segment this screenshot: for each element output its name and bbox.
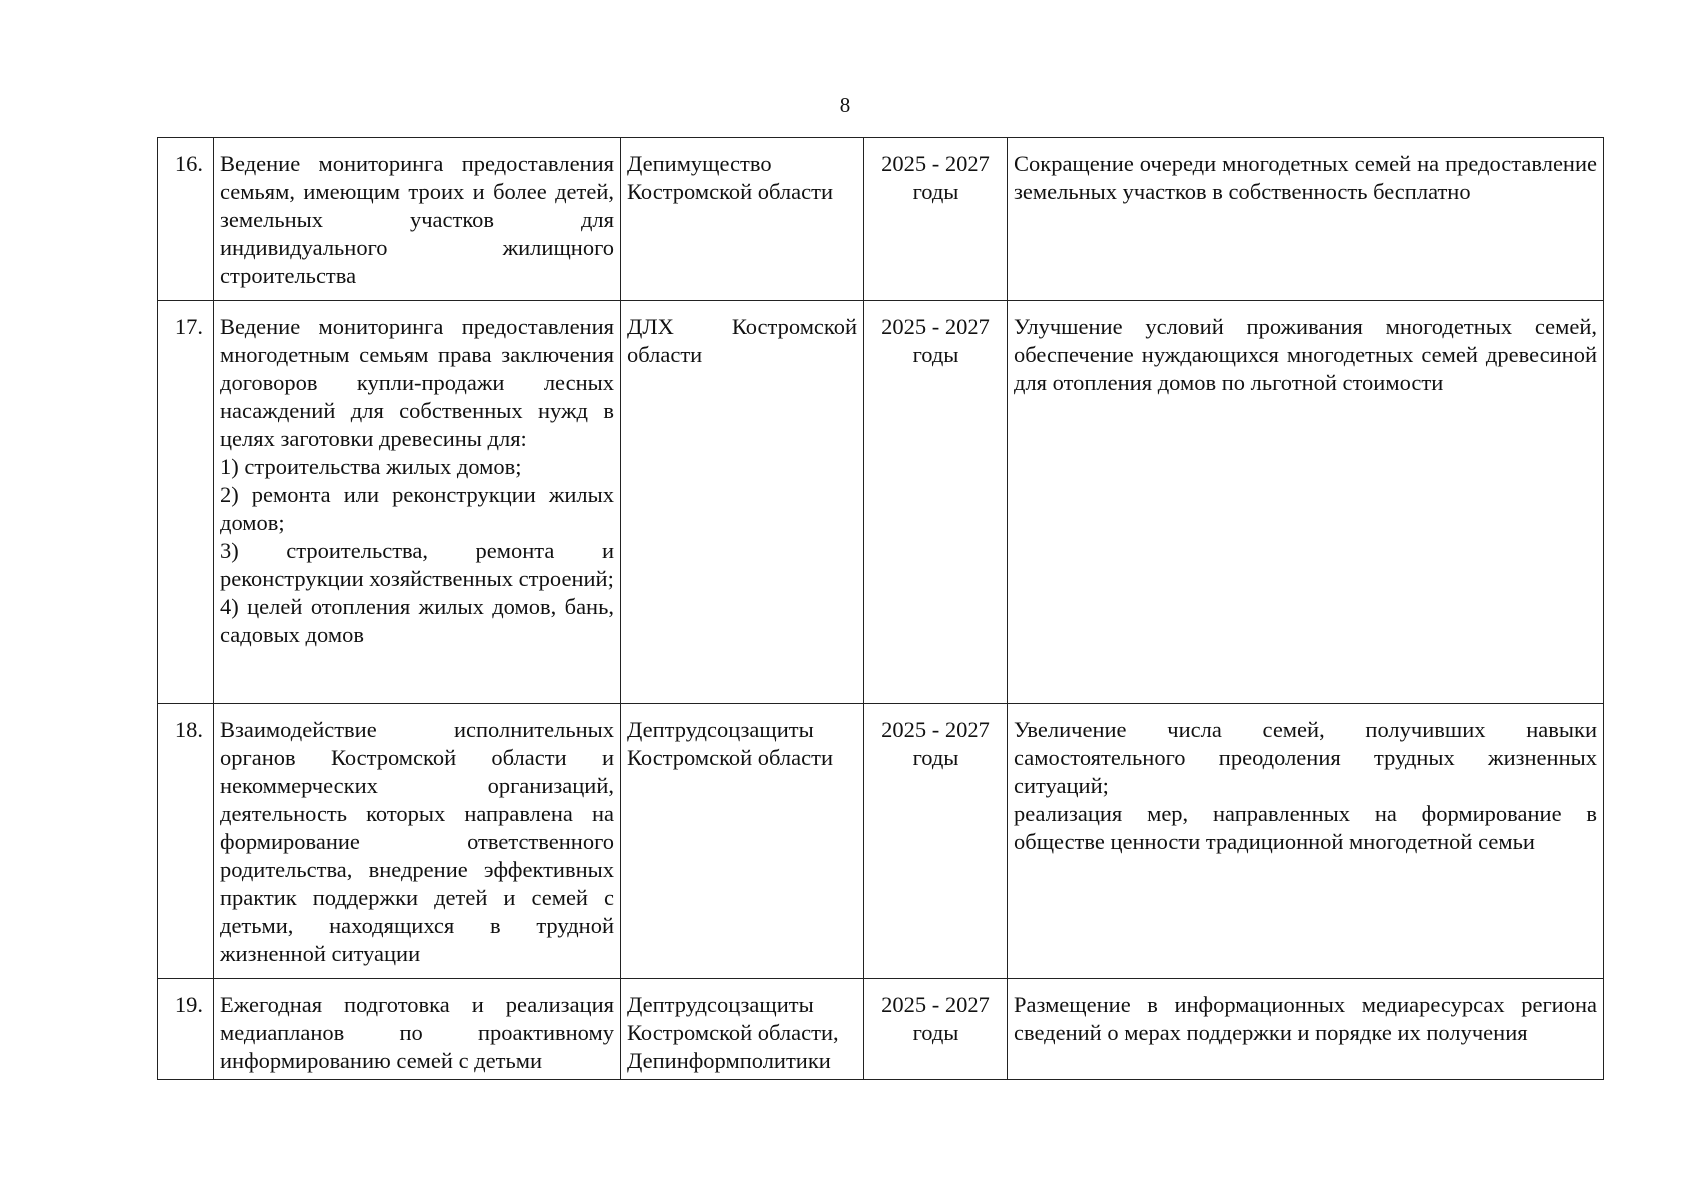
activity-cell: Взаимодействие исполнительных органов Костромской области и некоммерческих организаций, деятельность которых направлена на формирование ответственного родительства, внедрение эффективных практик поддержки детей и семей с детьми, находящихся в трудной жизненной ситуации [214,704,621,979]
years-cell [864,138,1008,301]
years-range: 2025 - 2027 [881,992,990,1017]
activity-cell [214,301,621,704]
result-item: Увеличение числа семей, получивших навыки самостоятельного преодоления трудных жизненных ситуаций; [1014,717,1597,798]
responsible-cell: Дептрудсоцзащиты Костромской области [621,704,864,979]
responsible-cell [621,979,864,1080]
responsible-line: Депинформполитики [627,1048,831,1073]
activity-item: 4) целей отопления жилых домов, бань, садовых домов [220,594,614,647]
row-number: 19. [158,979,214,1080]
activity-item: 2) ремонта или реконструкции жилых домов; [220,482,614,535]
years-range: 2025 - 2027 [881,314,990,339]
years-cell [864,979,1008,1080]
result-cell [1008,704,1604,979]
row-number: 17. [158,301,214,704]
result-cell: Размещение в информационных медиаресурсах региона сведений о мерах поддержки и порядке их получения [1008,979,1604,1080]
years-word: годы [912,342,959,367]
result-cell: Сокращение очереди многодетных семей на предоставление земельных участков в собственность бесплатно [1008,138,1604,301]
years-word: годы [912,179,959,204]
page-number: 8 [839,93,851,117]
row-number: 18. [158,704,214,979]
table-row [158,704,1604,979]
table-row [158,138,1604,301]
activity-intro: Ведение мониторинга предоставления многодетным семьям права заключения договоров купли-продажи лесных насаждений для собственных нужд в целях заготовки древесины для: [220,314,614,451]
activity-item: 3) строительства, ремонта и реконструкции хозяйственных строений; [220,538,614,591]
years-cell [864,704,1008,979]
activity-text: Ежегодная подготовка и реализация медиапланов по проактивному информированию семей с детьми [220,992,614,1073]
responsible-line: Дептрудсоцзащиты [627,992,814,1017]
result-cell: Улучшение условий проживания многодетных семей, обеспечение нуждающихся многодетных семей древесиной для отопления домов по льготной стоимости [1008,301,1604,704]
years-range: 2025 - 2027 [881,717,990,742]
responsible-line: Костромской области, [627,1020,839,1045]
years-range: 2025 - 2027 [881,151,990,176]
responsible-cell: ДЛХ Костромской области [621,301,864,704]
result-item: реализация мер, направленных на формирование в обществе ценности традиционной многодетной семьи [1014,801,1597,854]
table-row [158,979,1604,1080]
activity-item: 1) строительства жилых домов; [220,454,522,479]
row-number: 16. [158,138,214,301]
activity-cell [214,979,621,1080]
years-word: годы [912,1020,959,1045]
table-row [158,301,1604,704]
years-cell [864,301,1008,704]
years-word: годы [912,745,959,770]
responsible-cell: Депимущество Костромской области [621,138,864,301]
activity-cell: Ведение мониторинга предоставления семьям, имеющим троих и более детей, земельных участков для индивидуального жилищного строительства [214,138,621,301]
measures-table [157,137,1604,1080]
